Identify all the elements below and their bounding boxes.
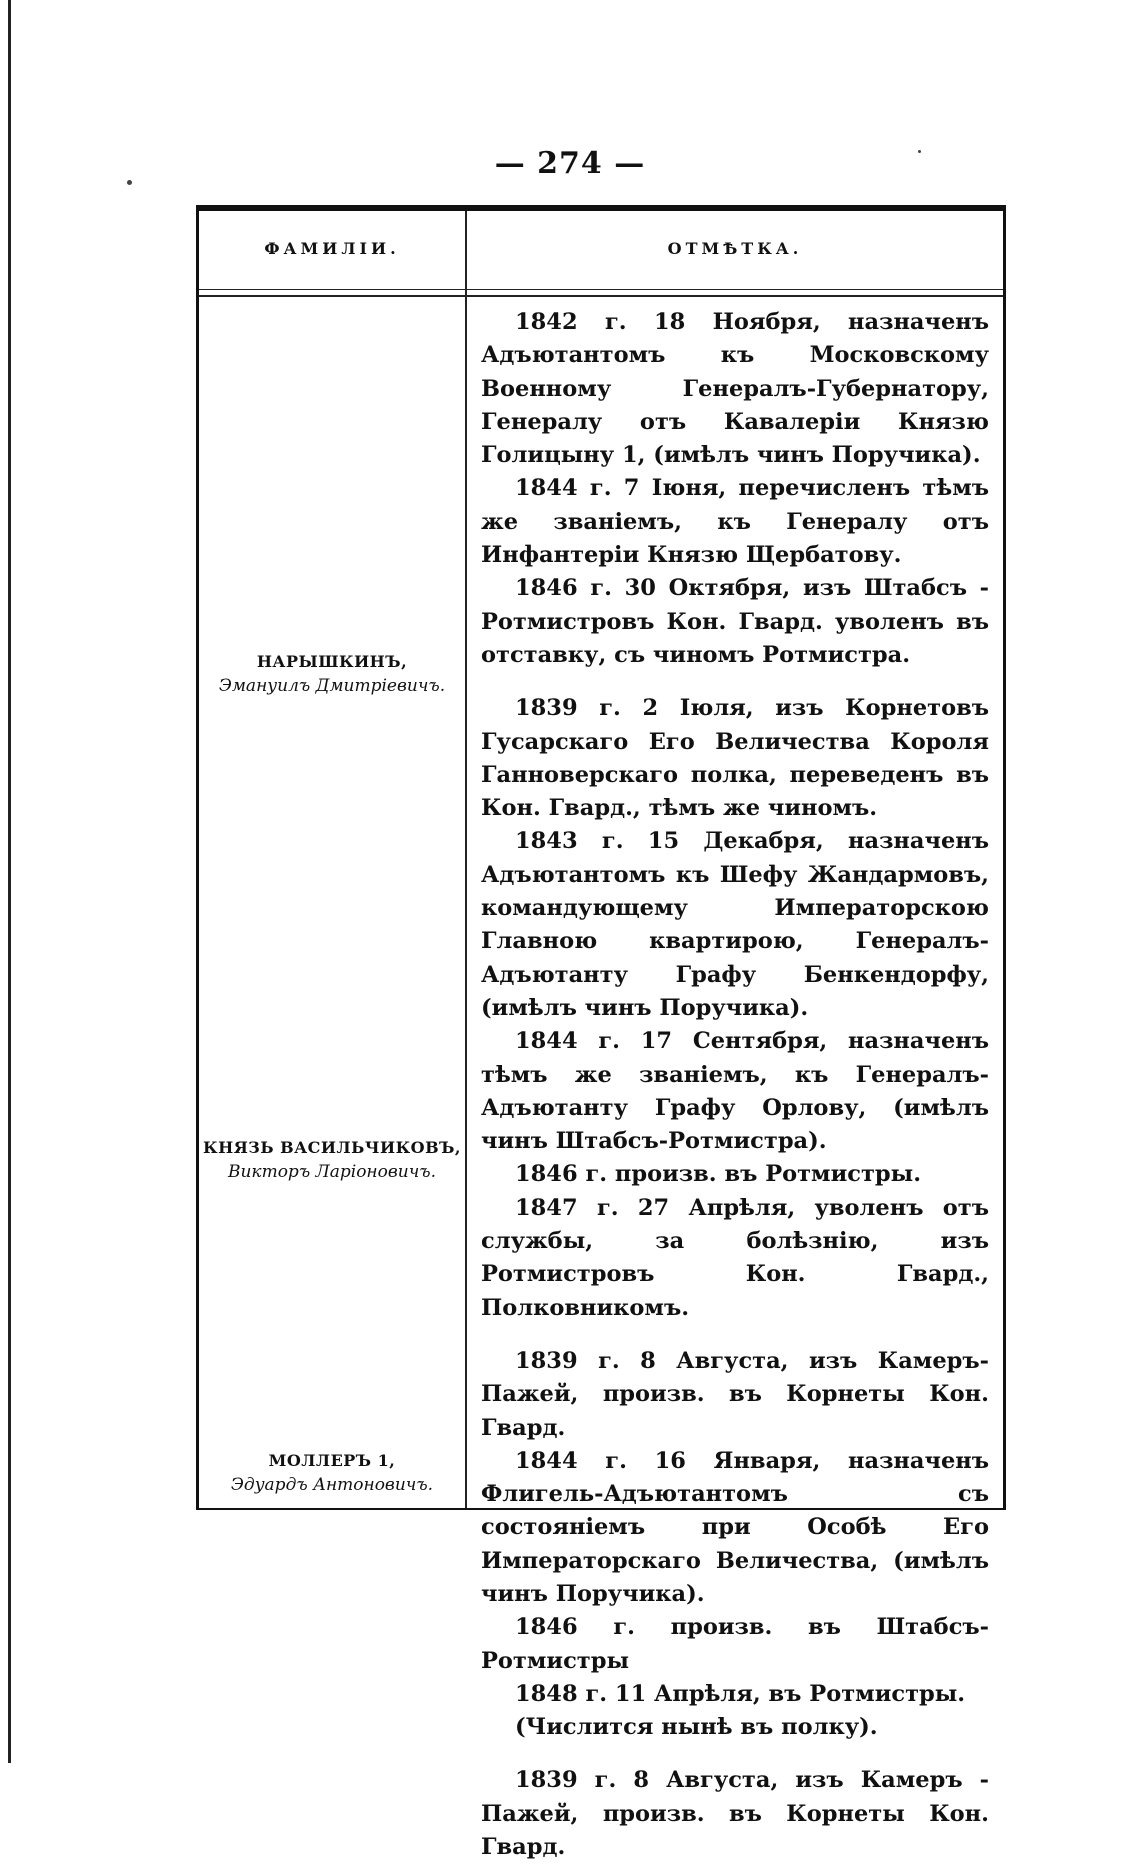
- remarks-column: [467, 306, 1003, 1864]
- person-given-name: Эмануилъ Дмитріевичъ.: [218, 676, 446, 696]
- person-vasilchikov: [199, 1138, 465, 1182]
- remark-entry: 1839 г. 8 Августа, изъ Камеръ - Пажей, произв. въ Корнеты Кон. Гвард.: [481, 1767, 989, 1861]
- page-number: — 274 —: [494, 146, 646, 181]
- remark-entry: 1844 г. 16 Января, назначенъ Флигель-Адъютантомъ съ состояніемъ при Особѣ Его Императорскаго Величества, (имѣлъ чинъ Поручика).: [481, 1447, 989, 1607]
- remark-entry: 1848 г. 11 Апрѣля, въ Ротмистры.: [515, 1680, 966, 1707]
- header-surnames: ФАМИЛІИ.: [264, 239, 400, 258]
- remark-group: [481, 1764, 989, 1864]
- person-moller: [199, 1451, 465, 1495]
- remark-entry: 1846 г. произв. въ Ротмистры.: [515, 1161, 922, 1188]
- remark-entry: 1846 г. произв. въ Штабсъ-Ротмистры: [481, 1614, 989, 1674]
- remark-entry: 1844 г. 7 Іюня, перечисленъ тѣмъ же званіемъ, къ Генералу отъ Инфантеріи Князю Щербатову.: [481, 475, 989, 569]
- person-surname: КНЯЗЬ ВАСИЛЬЧИКОВЪ,: [203, 1138, 461, 1157]
- remark-group: [481, 1345, 989, 1745]
- person-surname: МОЛЛЕРЪ 1,: [268, 1451, 396, 1470]
- remark-entry: (Числится нынѣ въ полку).: [515, 1714, 878, 1741]
- remark-entry: 1842 г. 18 Ноября, назначенъ Адъютантомъ къ Московскому Военному Генералъ-Губернатору, Генералу отъ Кавалеріи Князю Голицыну 1, (имѣлъ чинъ Поручика).: [481, 309, 989, 469]
- remark-entry: 1839 г. 2 Іюля, изъ Корнетовъ Гусарскаго Его Величества Короля Ганноверскаго полка, переведенъ въ Кон. Гвард., тѣмъ же чиномъ.: [481, 695, 989, 822]
- remark-entry: 1844 г. 17 Сентября, назначенъ тѣмъ же званіемъ, къ Генералъ-Адъютанту Графу Орлову, (имѣлъ чинъ Штабсъ-Ротмистра).: [481, 1028, 989, 1155]
- header-remarks: ОТМѢТКА.: [667, 239, 803, 258]
- register-table: [196, 205, 1006, 1861]
- person-naryshkin: [199, 652, 465, 696]
- remark-entry: 1843 г. 15 Декабря, назначенъ Адъютантомъ къ Шефу Жандармовъ, командующему Императорскою Главною квартирою, Генералъ-Адъютанту Графу Бенкендорфу, (имѣлъ чинъ Поручика).: [481, 828, 989, 1021]
- remark-entry: 1839 г. 8 Августа, изъ Камеръ-Пажей, произв. въ Корнеты Кон. Гвард.: [481, 1347, 989, 1441]
- page-edge-line: [8, 0, 11, 1763]
- remark-group: [481, 306, 989, 672]
- person-given-name: Эдуардъ Антоновичъ.: [230, 1475, 434, 1495]
- remark-group: [481, 692, 989, 1325]
- surname-column: [199, 211, 465, 1508]
- person-given-name: Викторъ Ларіоновичъ.: [227, 1162, 437, 1182]
- remark-entry: 1846 г. 30 Октября, изъ Штабсъ - Ротмистровъ Кон. Гвард. уволенъ въ отставку, съ чиномъ Ротмистра.: [481, 575, 989, 668]
- remark-entry: 1847 г. 27 Апрѣля, уволенъ отъ службы, за болѣзнію, изъ Ротмистровъ Кон. Гвард., Полковникомъ.: [481, 1194, 989, 1321]
- person-surname: НАРЫШКИНЪ,: [256, 652, 408, 671]
